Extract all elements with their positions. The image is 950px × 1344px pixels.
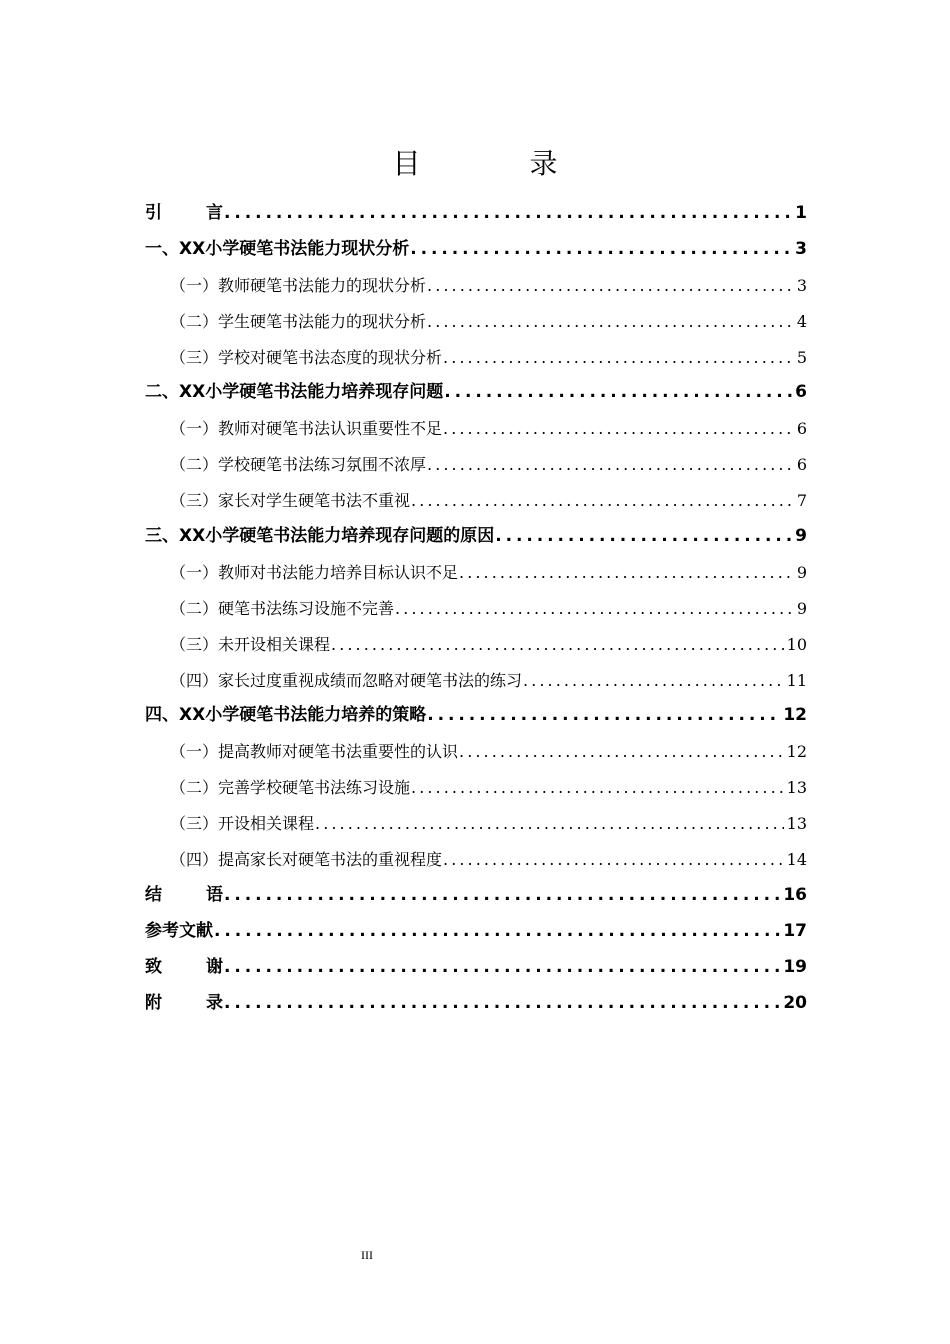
toc-entry[interactable] (145, 770, 807, 806)
toc-entry[interactable] (145, 555, 807, 591)
toc-entry-page-number: 3 (796, 275, 807, 295)
toc-dot-leader (224, 986, 780, 1022)
toc-entry[interactable] (145, 878, 807, 914)
toc-entry[interactable] (145, 950, 807, 986)
toc-entry-page-number: 20 (783, 992, 807, 1013)
toc-entry-page-number: 1 (795, 203, 807, 223)
toc-entry-page-number: 17 (783, 920, 807, 941)
toc-dot-leader (523, 663, 784, 699)
toc-entry[interactable] (145, 591, 807, 627)
toc-dot-leader (495, 519, 792, 555)
toc-entry-page-number: 16 (783, 884, 807, 905)
toc-entry-label: 结语 (145, 884, 223, 905)
toc-entry[interactable] (145, 519, 807, 555)
toc-entry-page-number: 14 (786, 850, 807, 870)
toc-dot-leader (331, 627, 784, 663)
toc-dot-leader (459, 734, 784, 770)
toc-entry-label: 三、XX小学硬笔书法能力培养现存问题的原因 (145, 526, 495, 547)
toc-entry-label: （一）提高教师对硬笔书法重要性的认识 (170, 742, 459, 762)
toc-dot-leader (443, 411, 794, 447)
toc-entry-label: （二）完善学校硬笔书法练习设施 (170, 778, 411, 798)
toc-entry-label: 致谢 (145, 956, 223, 977)
toc-entry-page-number: 3 (795, 238, 807, 259)
toc-dot-leader (395, 591, 794, 627)
toc-entry-label: 参考文献 (145, 920, 213, 941)
toc-entry-label: （三）开设相关课程 (170, 814, 315, 834)
toc-entry-page-number: 13 (786, 778, 807, 798)
toc-entry[interactable] (145, 986, 807, 1022)
toc-entry[interactable] (145, 627, 807, 663)
toc-dot-leader (443, 340, 794, 376)
toc-entry-page-number: 7 (796, 491, 807, 511)
toc-entry[interactable] (145, 340, 807, 376)
toc-entry-page-number: 12 (783, 705, 807, 726)
toc-dot-leader (427, 268, 794, 304)
toc-dot-leader (427, 447, 794, 483)
page-title: 目 录 (392, 147, 608, 180)
toc-entry[interactable] (145, 232, 807, 268)
toc-entry-page-number: 19 (783, 956, 807, 977)
toc-entry-page-number: 6 (795, 382, 807, 403)
toc-entry-label: （四）家长过度重视成绩而忽略对硬笔书法的练习 (170, 670, 523, 690)
toc-dot-leader (411, 483, 794, 519)
toc-entry-label: 四、XX小学硬笔书法能力培养的策略 (145, 705, 427, 726)
toc-entry-label: （一）教师硬笔书法能力的现状分析 (170, 275, 427, 295)
toc-entry[interactable] (145, 268, 807, 304)
toc-dot-leader (224, 950, 780, 986)
toc-entry[interactable] (145, 196, 807, 232)
toc-entry-page-number: 9 (796, 562, 807, 582)
toc-dot-leader (315, 806, 784, 842)
toc-entry-page-number: 13 (786, 814, 807, 834)
toc-entry[interactable] (145, 375, 807, 411)
toc-dot-leader (459, 555, 794, 591)
toc-entry-page-number: 6 (796, 419, 807, 439)
toc-entry-label: （三）家长对学生硬笔书法不重视 (170, 491, 411, 511)
table-of-contents (145, 196, 807, 1021)
toc-dot-leader (224, 196, 792, 232)
toc-entry-page-number: 5 (796, 347, 807, 367)
toc-dot-leader (443, 842, 784, 878)
toc-entry-label: （一）教师对硬笔书法认识重要性不足 (170, 419, 443, 439)
toc-entry-label: （三）学校对硬笔书法态度的现状分析 (170, 347, 443, 367)
toc-entry-label: 附录 (145, 992, 223, 1013)
toc-dot-leader (427, 304, 794, 340)
toc-entry-label: （二）学校硬笔书法练习氛围不浓厚 (170, 455, 427, 475)
toc-entry-page-number: 12 (786, 742, 807, 762)
toc-entry[interactable] (145, 483, 807, 519)
toc-entry-label: （二）学生硬笔书法能力的现状分析 (170, 311, 427, 331)
toc-dot-leader (427, 698, 780, 734)
toc-entry[interactable] (145, 663, 807, 699)
toc-entry-label: 二、XX小学硬笔书法能力培养现存问题 (145, 382, 444, 403)
toc-entry-page-number: 4 (796, 311, 807, 331)
toc-entry-page-number: 9 (796, 598, 807, 618)
toc-entry-label: （一）教师对书法能力培养目标认识不足 (170, 562, 459, 582)
toc-entry-label: （三）未开设相关课程 (170, 634, 331, 654)
toc-dot-leader (411, 770, 784, 806)
page-footer-number: III (361, 1248, 373, 1262)
toc-entry[interactable] (145, 914, 807, 950)
toc-entry[interactable] (145, 447, 807, 483)
toc-entry[interactable] (145, 304, 807, 340)
toc-entry[interactable] (145, 698, 807, 734)
toc-entry-label: （二）硬笔书法练习设施不完善 (170, 598, 395, 618)
toc-entry-label: 引言 (145, 203, 223, 223)
toc-entry[interactable] (145, 842, 807, 878)
toc-entry[interactable] (145, 411, 807, 447)
toc-entry[interactable] (145, 734, 807, 770)
toc-dot-leader (224, 878, 780, 914)
toc-entry[interactable] (145, 806, 807, 842)
toc-entry-label: 一、XX小学硬笔书法能力现状分析 (145, 238, 410, 259)
toc-entry-page-number: 9 (795, 526, 807, 547)
toc-entry-page-number: 6 (796, 455, 807, 475)
toc-entry-label: （四）提高家长对硬笔书法的重视程度 (170, 850, 443, 870)
toc-entry-page-number: 10 (786, 634, 807, 654)
toc-dot-leader (410, 232, 792, 268)
toc-dot-leader (214, 914, 780, 950)
toc-dot-leader (444, 375, 792, 411)
toc-entry-page-number: 11 (786, 670, 807, 690)
